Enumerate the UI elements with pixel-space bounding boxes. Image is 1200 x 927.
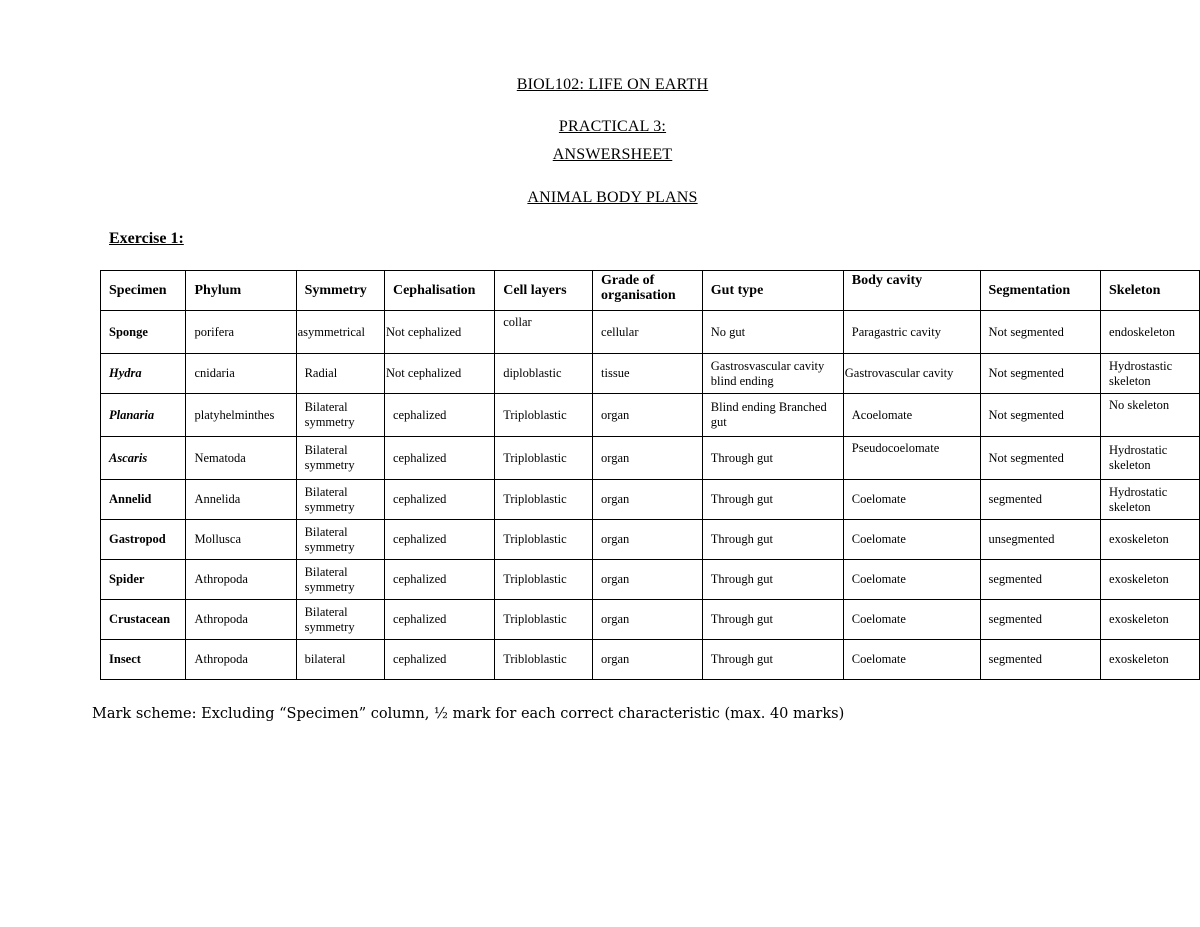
table-cell: cephalized — [384, 437, 494, 480]
table-cell: No skeleton — [1101, 394, 1200, 437]
table-cell: cephalized — [384, 560, 494, 600]
table-cell: cephalized — [384, 520, 494, 560]
table-cell: Gastrovascular cavity — [843, 354, 980, 394]
table-cell: segmented — [980, 600, 1101, 640]
table-cell: organ — [593, 437, 703, 480]
table-cell: Athropoda — [186, 600, 296, 640]
table-cell: Mollusca — [186, 520, 296, 560]
table-cell: Not segmented — [980, 311, 1101, 354]
table-cell: No gut — [702, 311, 843, 354]
table-cell: Triploblastic — [495, 600, 593, 640]
specimen-cell: Spider — [101, 560, 186, 600]
course-title: BIOL102: LIFE ON EARTH — [516, 76, 709, 93]
table-cell: cephalized — [384, 480, 494, 520]
table-cell: Coelomate — [843, 520, 980, 560]
specimen-cell: Annelid — [101, 480, 186, 520]
table-cell: Through gut — [702, 640, 843, 680]
specimen-cell: Insect — [101, 640, 186, 680]
column-header: Grade of organisation — [593, 271, 703, 311]
table-cell: organ — [593, 640, 703, 680]
table-cell: Not segmented — [980, 394, 1101, 437]
table-cell: Triploblastic — [495, 560, 593, 600]
table-cell: Through gut — [702, 480, 843, 520]
table-cell: Triploblastic — [495, 394, 593, 437]
exercise-heading: Exercise 1: — [109, 230, 184, 247]
column-header: Specimen — [101, 271, 186, 311]
table-cell: Not cephalized — [384, 354, 494, 394]
table-cell: diploblastic — [495, 354, 593, 394]
table-header-row — [101, 271, 1200, 311]
table-cell: organ — [593, 520, 703, 560]
table-cell: Bilateral symmetry — [296, 480, 384, 520]
table-cell: Paragastric cavity — [843, 311, 980, 354]
table-cell: unsegmented — [980, 520, 1101, 560]
table-row — [101, 480, 1200, 520]
table-cell: bilateral — [296, 640, 384, 680]
table-cell: platyhelminthes — [186, 394, 296, 437]
table-cell: segmented — [980, 560, 1101, 600]
table-cell: Coelomate — [843, 640, 980, 680]
table-cell: Bilateral symmetry — [296, 437, 384, 480]
table-cell: Blind ending Branched gut — [702, 394, 843, 437]
table-cell: Nematoda — [186, 437, 296, 480]
specimen-cell: Hydra — [101, 354, 186, 394]
table-cell: cephalized — [384, 600, 494, 640]
table-cell: endoskeleton — [1101, 311, 1200, 354]
table-cell: exoskeleton — [1101, 600, 1200, 640]
table-row — [101, 560, 1200, 600]
table-cell: organ — [593, 394, 703, 437]
table-cell: organ — [593, 600, 703, 640]
table-cell: Athropoda — [186, 560, 296, 600]
table-cell: segmented — [980, 480, 1101, 520]
column-header: Skeleton — [1101, 271, 1200, 311]
body-plans-table — [100, 270, 1200, 680]
topic-title: ANIMAL BODY PLANS — [527, 189, 698, 206]
table-cell: tissue — [593, 354, 703, 394]
table-cell: Hydrostatic skeleton — [1101, 480, 1200, 520]
table-row — [101, 394, 1200, 437]
specimen-cell: Crustacean — [101, 600, 186, 640]
table-cell: exoskeleton — [1101, 560, 1200, 600]
table-cell: Bilateral symmetry — [296, 520, 384, 560]
table-row — [101, 354, 1200, 394]
column-header: Phylum — [186, 271, 296, 311]
table-cell: Triploblastic — [495, 480, 593, 520]
specimen-cell: Planaria — [101, 394, 186, 437]
table-cell: Pseudocoelomate — [843, 437, 980, 480]
table-row — [101, 600, 1200, 640]
practical-title: PRACTICAL 3: — [558, 118, 667, 135]
table-cell: segmented — [980, 640, 1101, 680]
table-cell: Coelomate — [843, 560, 980, 600]
column-header: Gut type — [702, 271, 843, 311]
table-cell: organ — [593, 480, 703, 520]
table-cell: exoskeleton — [1101, 640, 1200, 680]
table-cell: Triploblastic — [495, 437, 593, 480]
table-cell: Bilateral symmetry — [296, 600, 384, 640]
table-cell: collar — [495, 311, 593, 354]
table-row — [101, 640, 1200, 680]
table-cell: cephalized — [384, 640, 494, 680]
specimen-cell: Ascaris — [101, 437, 186, 480]
sheet-title: ANSWERSHEET — [552, 146, 673, 163]
table-cell: Triploblastic — [495, 520, 593, 560]
table-cell: organ — [593, 560, 703, 600]
table-cell: Not cephalized — [384, 311, 494, 354]
table-cell: Coelomate — [843, 600, 980, 640]
column-header: Body cavity — [843, 271, 980, 311]
table-cell: Bilateral symmetry — [296, 394, 384, 437]
table-cell: Bilateral symmetry — [296, 560, 384, 600]
table-cell: Coelomate — [843, 480, 980, 520]
column-header: Symmetry — [296, 271, 384, 311]
table-row — [101, 311, 1200, 354]
table-cell: Through gut — [702, 600, 843, 640]
table-row — [101, 437, 1200, 480]
specimen-cell: Sponge — [101, 311, 186, 354]
table-cell: cephalized — [384, 394, 494, 437]
column-header: Cell layers — [495, 271, 593, 311]
table-cell: asymmetrical — [296, 311, 384, 354]
table-cell: porifera — [186, 311, 296, 354]
table-cell: Annelida — [186, 480, 296, 520]
table-cell: Through gut — [702, 437, 843, 480]
column-header: Segmentation — [980, 271, 1101, 311]
table-cell: Hydrostastic skeleton — [1101, 354, 1200, 394]
table-cell: exoskeleton — [1101, 520, 1200, 560]
table-cell: Athropoda — [186, 640, 296, 680]
table-cell: Not segmented — [980, 354, 1101, 394]
table-cell: Acoelomate — [843, 394, 980, 437]
table-cell: Hydrostatic skeleton — [1101, 437, 1200, 480]
mark-scheme-note: Mark scheme: Excluding “Specimen” column, ½ mark for each correct characteristic (max. 40 marks) — [92, 706, 845, 722]
table-cell: Through gut — [702, 520, 843, 560]
table-cell: cnidaria — [186, 354, 296, 394]
table-cell: cellular — [593, 311, 703, 354]
table-cell: Gastrosvascular cavity blind ending — [702, 354, 843, 394]
table-cell: Through gut — [702, 560, 843, 600]
specimen-cell: Gastropod — [101, 520, 186, 560]
table-cell: Tribloblastic — [495, 640, 593, 680]
column-header: Cephalisation — [384, 271, 494, 311]
table-cell: Radial — [296, 354, 384, 394]
table-row — [101, 520, 1200, 560]
table-cell: Not segmented — [980, 437, 1101, 480]
